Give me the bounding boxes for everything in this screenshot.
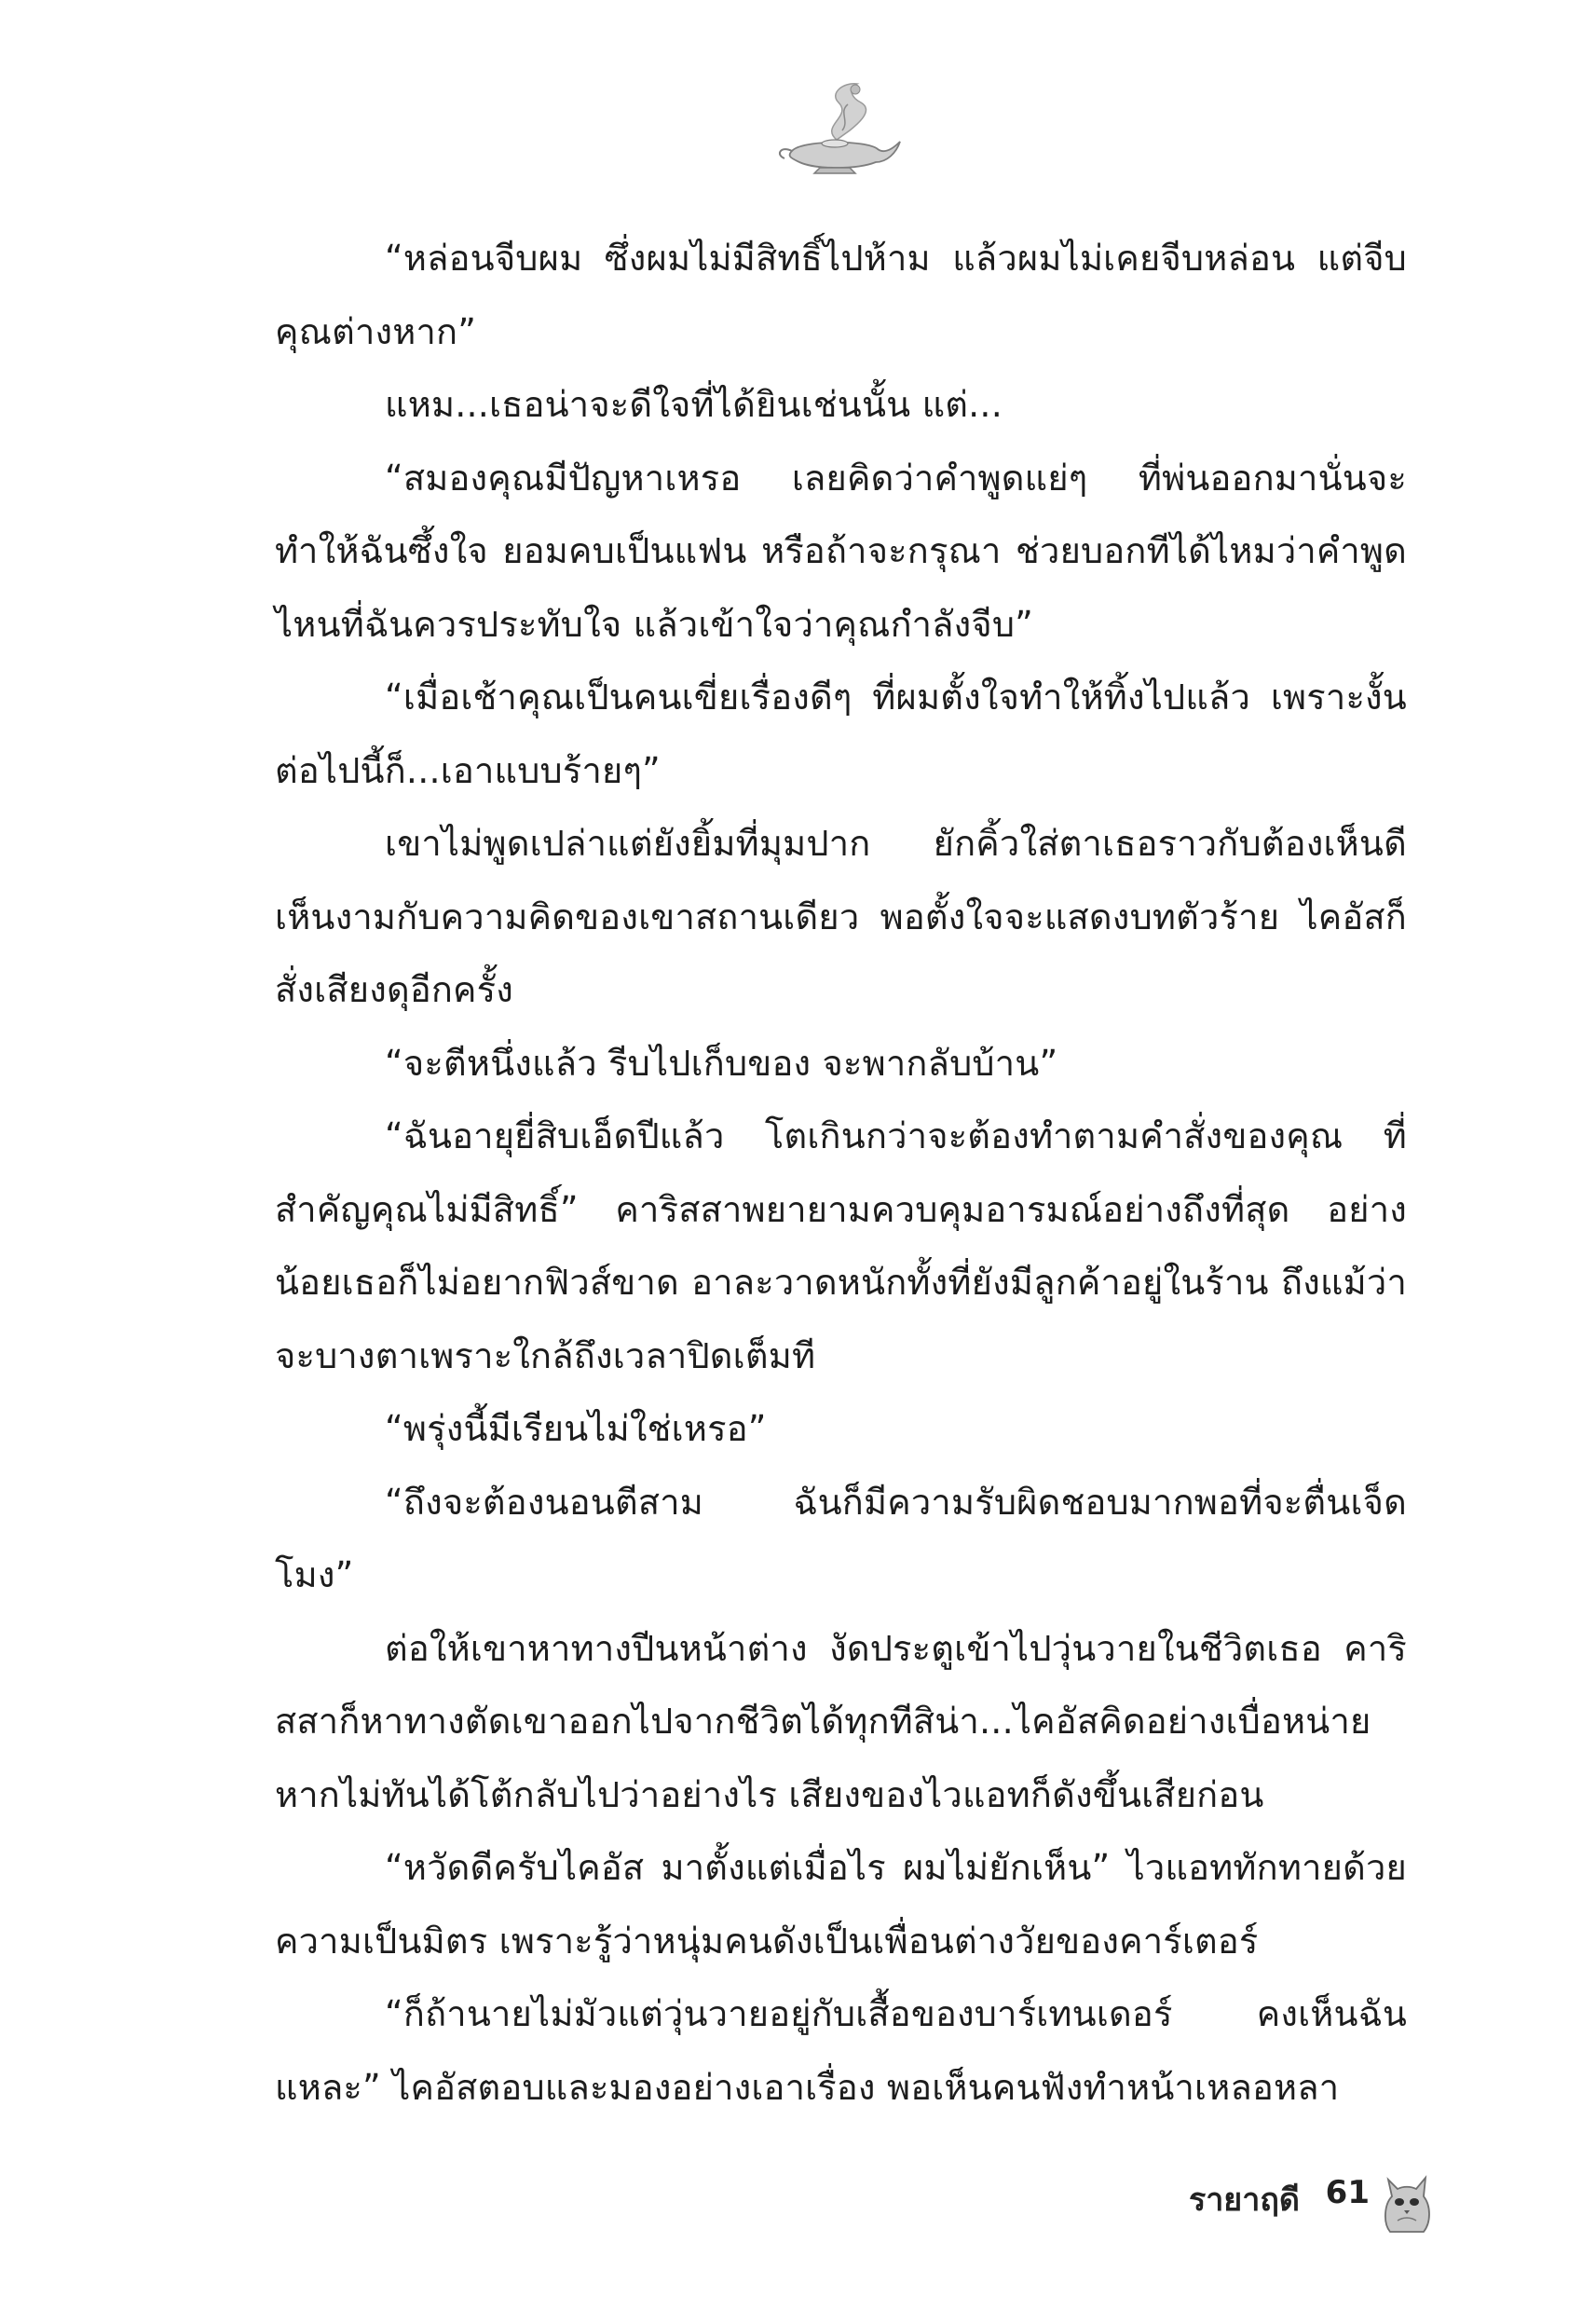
page-number: 61 [1325, 2174, 1370, 2211]
paragraph-5: เขาไม่พูดเปล่าแต่ยังยิ้มที่มุมปาก ยักคิ้วใส่ตาเธอราวกับต้องเห็นดีเห็นงามกับความคิดของเขาสถานเดียว พอตั้งใจจะแสดงบทตัวร้าย ไคอัสก็สั่งเสียงดุอีกครั้ง [275, 823, 1407, 1010]
body-text [275, 222, 1407, 2124]
paragraph-10: ต่อให้เขาหาทางปีนหน้าต่าง งัดประตูเข้าไปวุ่นวายในชีวิตเธอ คาริสสาก็หาทางตัดเขาออกไปจากชีวิตได้ทุกทีสิน่า...ไคอัสคิดอย่างเบื่อหน่าย หากไม่ทันได้โต้กลับไปว่าอย่างไร เสียงของไวแอทก็ดังขึ้นเสียก่อน [275, 1627, 1407, 1815]
paragraph-1: “หล่อนจีบผม ซึ่งผมไม่มีสิทธิ์ไปห้าม แล้วผมไม่เคยจีบหล่อน แต่จีบคุณต่างหาก” [275, 238, 1407, 352]
paragraph-7: “ฉันอายุยี่สิบเอ็ดปีแล้ว โตเกินกว่าจะต้องทำตามคำสั่งของคุณ ที่สำคัญคุณไม่มีสิทธิ์” คาริสสาพยายามควบคุมอารมณ์อย่างถึงที่สุด อย่างน้อยเธอก็ไม่อยากฟิวส์ขาด อาละวาดหนักทั้งที่ยังมีลูกค้าอยู่ในร้าน ถึงแม้ว่าจะบางตาเพราะใกล้ถึงเวลาปิดเต็มที [275, 1115, 1407, 1376]
paragraph-6: “จะตีหนึ่งแล้ว รีบไปเก็บของ จะพากลับบ้าน” [385, 1042, 1058, 1084]
paragraph-11: “หวัดดีครับไคอัส มาตั้งแต่เมื่อไร ผมไม่ยักเห็น” ไวแอททักทายด้วยความเป็นมิตร เพราะรู้ว่าหนุ่มคนดังเป็นเพื่อนต่างวัยของคาร์เตอร์ [275, 1847, 1407, 1962]
paragraph-12: “ก็ถ้านายไม่มัวแต่วุ่นวายอยู่กับเสื้อของบาร์เทนเดอร์ คงเห็นฉันแหละ” ไคอัสตอบและมองอย่างเอาเรื่อง พอเห็นคนฟังทำหน้าเหลอหลา [275, 1993, 1407, 2108]
magic-lamp-genie-icon [764, 75, 904, 177]
paragraph-4: “เมื่อเช้าคุณเป็นคนเขี่ยเรื่องดีๆ ที่ผมตั้งใจทำให้ทิ้งไปแล้ว เพราะงั้นต่อไปนี้ก็...เอาแบบร้ายๆ” [275, 677, 1407, 791]
paragraph-9: “ถึงจะต้องนอนตีสาม ฉันก็มีความรับผิดชอบมากพอที่จะตื่นเจ็ดโมง” [275, 1481, 1407, 1595]
paragraph-2: แหม...เธอน่าจะดีใจที่ได้ยินเช่นนั้น แต่... [385, 384, 1003, 425]
paragraph-3: “สมองคุณมีปัญหาเหรอ เลยคิดว่าคำพูดแย่ๆ ที่พ่นออกมานั่นจะทำให้ฉันซึ้งใจ ยอมคบเป็นแฟน หรือถ้าจะกรุณา ช่วยบอกทีได้ไหมว่าคำพูดไหนที่ฉันควรประทับใจ แล้วเข้าใจว่าคุณกำลังจีบ” [275, 457, 1407, 645]
paragraph-8: “พรุ่งนี้มีเรียนไม่ใช่เหรอ” [385, 1408, 767, 1449]
book-title: รายาฤดี [1188, 2181, 1300, 2219]
page-footer [1099, 2167, 1435, 2241]
cat-icon [1377, 2167, 1435, 2234]
